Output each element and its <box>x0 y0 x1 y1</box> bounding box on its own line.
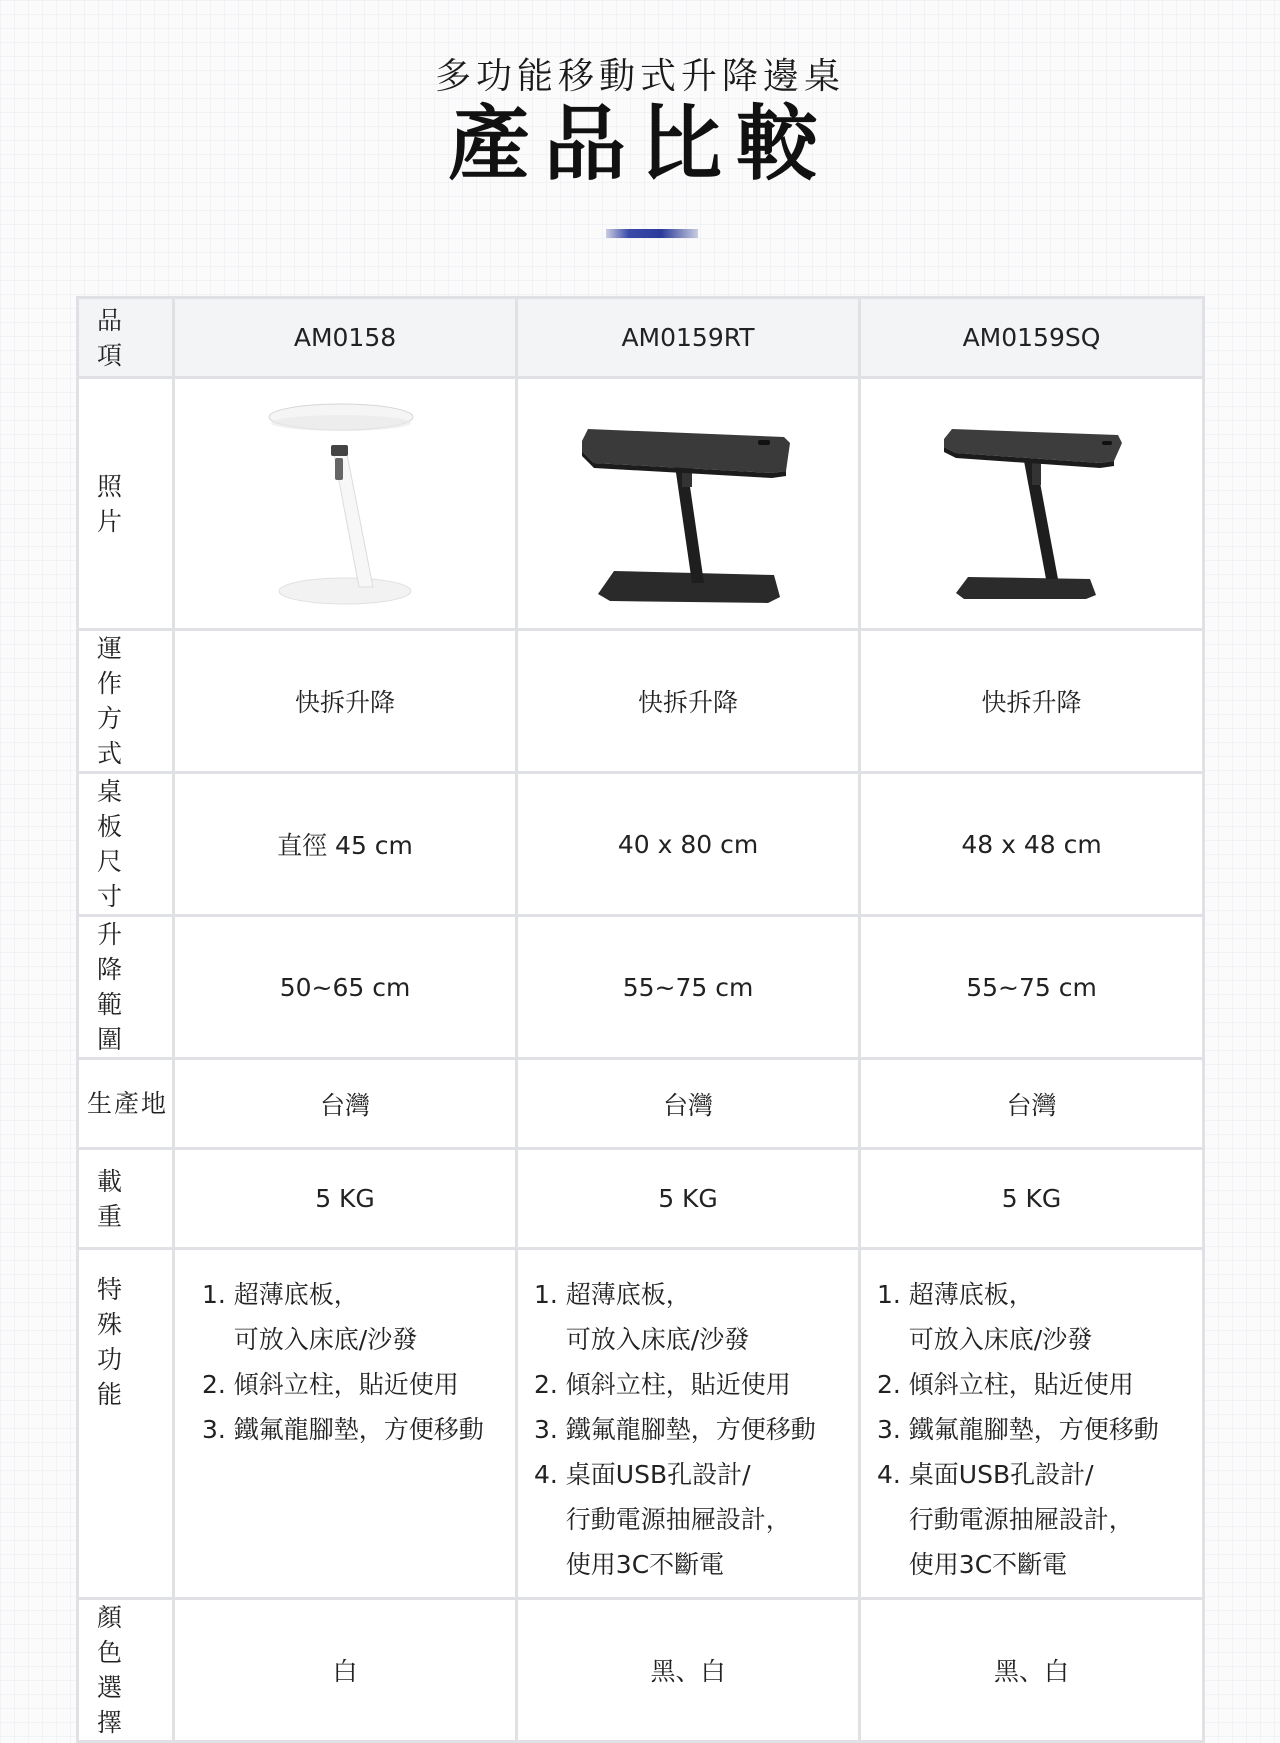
feature-line: 3. 鐵氟龍腳墊，方便移動 <box>877 1415 1159 1444</box>
origin-value: 台灣 <box>517 1059 860 1149</box>
black-square-side-table-image <box>932 399 1132 609</box>
colors-value: 白 <box>174 1599 517 1742</box>
row-label-line: 方 式 <box>97 704 133 768</box>
feature-line: 可放入床底/沙發 <box>877 1325 1093 1354</box>
feature-line: 3. 鐵氟龍腳墊，方便移動 <box>202 1415 484 1444</box>
top-size-value: 40 x 80 cm <box>517 773 860 916</box>
row-label-line: 特 殊 <box>97 1275 133 1339</box>
feature-line: 可放入床底/沙發 <box>534 1325 750 1354</box>
row-label-top-size <box>78 773 174 916</box>
photo-row <box>78 378 1204 630</box>
header-label: 品 項 <box>78 298 174 378</box>
row-label-line: 顏 色 <box>97 1603 133 1667</box>
features-cell <box>174 1249 517 1599</box>
row-label-mechanism <box>78 630 174 773</box>
height-range-row <box>78 916 1204 1059</box>
colors-value: 黑、白 <box>860 1599 1204 1742</box>
features-cell <box>860 1249 1204 1599</box>
page-title: 產品比較 <box>447 97 832 192</box>
row-label-load: 載 重 <box>78 1149 174 1249</box>
product-photo <box>860 378 1204 630</box>
feature-line: 行動電源抽屜設計， <box>877 1505 1134 1534</box>
white-round-side-table-image <box>245 399 445 609</box>
features-list <box>175 1272 515 1452</box>
top-size-value: 直徑 45 cm <box>174 773 517 916</box>
page-subtitle: 多功能移動式升降邊桌 <box>434 56 845 97</box>
colors-row <box>78 1599 1204 1742</box>
row-label-features <box>78 1249 174 1599</box>
row-label-line: 運 作 <box>97 634 133 698</box>
feature-line: 2. 傾斜立柱，貼近使用 <box>202 1370 459 1399</box>
row-label-line: 升 降 <box>97 920 133 984</box>
black-rectangular-side-table-image <box>568 399 808 609</box>
mechanism-value: 快拆升降 <box>517 630 860 773</box>
row-label-photo: 照 片 <box>78 378 174 630</box>
title-underline <box>606 229 698 238</box>
feature-line: 2. 傾斜立柱，貼近使用 <box>877 1370 1134 1399</box>
row-label-origin: 生產地 <box>78 1059 174 1149</box>
origin-row <box>78 1059 1204 1149</box>
features-list <box>861 1272 1202 1587</box>
row-label-line: 範 圍 <box>97 990 133 1054</box>
feature-line: 2. 傾斜立柱，貼近使用 <box>534 1370 791 1399</box>
row-label-line: 功 能 <box>97 1345 133 1409</box>
model-name: AM0158 <box>174 298 517 378</box>
height-range-value: 55~75 cm <box>517 916 860 1059</box>
feature-line: 使用3C不斷電 <box>877 1550 1068 1579</box>
origin-value: 台灣 <box>174 1059 517 1149</box>
feature-line: 3. 鐵氟龍腳墊，方便移動 <box>534 1415 816 1444</box>
feature-line: 4. 桌面USB孔設計/ <box>534 1460 751 1489</box>
row-label-line: 選 擇 <box>97 1673 133 1737</box>
mechanism-value: 快拆升降 <box>174 630 517 773</box>
row-label-colors <box>78 1599 174 1742</box>
comparison-table <box>76 296 1205 1743</box>
row-label-line: 尺 寸 <box>97 847 133 911</box>
mechanism-row <box>78 630 1204 773</box>
load-value: 5 KG <box>517 1149 860 1249</box>
load-row <box>78 1149 1204 1249</box>
height-range-value: 55~75 cm <box>860 916 1204 1059</box>
feature-line: 1. 超薄底板， <box>202 1280 359 1309</box>
feature-line: 1. 超薄底板， <box>534 1280 691 1309</box>
feature-line: 行動電源抽屜設計， <box>534 1505 791 1534</box>
product-photo <box>174 378 517 630</box>
row-label-height-range <box>78 916 174 1059</box>
top-size-row <box>78 773 1204 916</box>
mechanism-value: 快拆升降 <box>860 630 1204 773</box>
top-size-value: 48 x 48 cm <box>860 773 1204 916</box>
feature-line: 可放入床底/沙發 <box>202 1325 418 1354</box>
colors-value: 黑、白 <box>517 1599 860 1742</box>
features-row <box>78 1249 1204 1599</box>
product-photo <box>517 378 860 630</box>
features-cell <box>517 1249 860 1599</box>
feature-line: 使用3C不斷電 <box>534 1550 725 1579</box>
model-name: AM0159SQ <box>860 298 1204 378</box>
height-range-value: 50~65 cm <box>174 916 517 1059</box>
feature-line: 1. 超薄底板， <box>877 1280 1034 1309</box>
feature-line: 4. 桌面USB孔設計/ <box>877 1460 1094 1489</box>
load-value: 5 KG <box>174 1149 517 1249</box>
features-list <box>518 1272 858 1587</box>
origin-value: 台灣 <box>860 1059 1204 1149</box>
model-name: AM0159RT <box>517 298 860 378</box>
table-header-row <box>78 298 1204 378</box>
row-label-line: 桌 板 <box>97 777 133 841</box>
load-value: 5 KG <box>860 1149 1204 1249</box>
